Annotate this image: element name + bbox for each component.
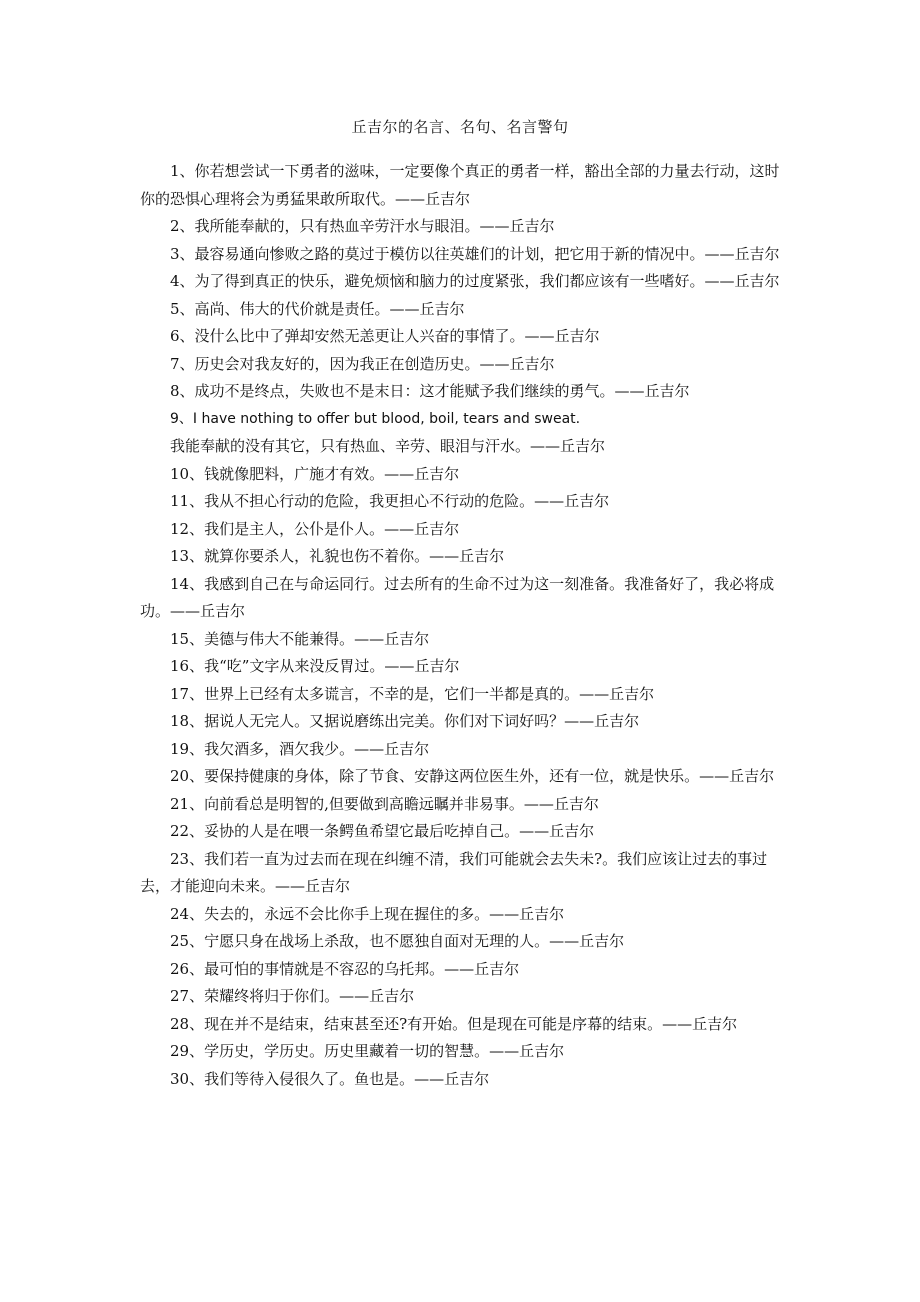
quote-item: 3、最容易通向惨败之路的莫过于模仿以往英雄们的计划，把它用于新的情况中。——丘吉尔 — [170, 244, 780, 263]
quote-item: 21、向前看总是明智的,但要做到高瞻远瞩并非易事。——丘吉尔 — [170, 794, 599, 813]
quote-item: 12、我们是主人，公仆是仆人。——丘吉尔 — [170, 519, 460, 538]
quote-item: 24、失去的，永远不会比你手上现在握住的多。——丘吉尔 — [170, 904, 565, 923]
quote-item: 6、没什么比中了弹却安然无恙更让人兴奋的事情了。——丘吉尔 — [170, 327, 600, 345]
quote-item: 5、高尚、伟大的代价就是责任。——丘吉尔 — [170, 299, 465, 318]
quote-item: 8、成功不是终点，失败也不是末日：这才能赋予我们继续的勇气。——丘吉尔 — [170, 382, 690, 400]
quote-item: 17、世界上已经有太多谎言，不幸的是，它们一半都是真的。——丘吉尔 — [170, 684, 655, 703]
quote-item: 11、我从不担心行动的危险，我更担心不行动的危险。——丘吉尔 — [170, 492, 610, 510]
quote-item: 7、历史会对我友好的，因为我正在创造历史。——丘吉尔 — [170, 354, 555, 373]
quote-item: 27、荣耀终将归于你们。——丘吉尔 — [170, 987, 415, 1005]
quote-item: 29、学历史，学历史。历史里藏着一切的智慧。——丘吉尔 — [170, 1042, 565, 1060]
quote-item: 14、我感到自己在与命运同行。过去所有的生命不过为这一刻准备。我准备好了，我必将成功。——丘吉尔 — [140, 574, 775, 620]
quote-item: 23、我们若一直为过去而在现在纠缠不清，我们可能就会去失未?。我们应该让过去的事过去，才能迎向未来。——丘吉尔 — [140, 849, 768, 895]
page-title: 丘吉尔的名言、名句、名言警句 — [351, 118, 569, 136]
quote-item: 10、钱就像肥料，广施才有效。——丘吉尔 — [170, 464, 460, 483]
quote-item: 28、现在并不是结束，结束甚至还?有开始。但是现在可能是序幕的结束。——丘吉尔 — [170, 1014, 738, 1033]
quote-item: 30、我们等待入侵很久了。鱼也是。——丘吉尔 — [170, 1069, 490, 1088]
quote-item-translation: 我能奉献的没有其它，只有热血、辛劳、眼泪与汗水。——丘吉尔 — [170, 437, 606, 455]
quote-item-english: 9、I have nothing to offer but blood, boil, tears and sweat. — [170, 410, 581, 427]
quote-item: 2、我所能奉献的，只有热血辛劳汗水与眼泪。——丘吉尔 — [170, 217, 555, 235]
quote-item: 15、美德与伟大不能兼得。——丘吉尔 — [170, 629, 430, 648]
quote-item: 26、最可怕的事情就是不容忍的乌托邦。——丘吉尔 — [170, 959, 520, 978]
quote-item: 22、妥协的人是在喂一条鳄鱼希望它最后吃掉自己。——丘吉尔 — [170, 822, 595, 840]
quote-item: 18、据说人无完人。又据说磨练出完美。你们对下词好吗？——丘吉尔 — [170, 712, 640, 730]
quote-item: 13、就算你要杀人，礼貌也伤不着你。——丘吉尔 — [170, 547, 505, 565]
quote-list — [140, 158, 780, 1093]
quote-item: 4、为了得到真正的快乐，避免烦恼和脑力的过度紧张，我们都应该有一些嗜好。——丘吉尔 — [170, 272, 780, 290]
quote-item: 25、宁愿只身在战场上杀敌，也不愿独自面对无理的人。——丘吉尔 — [170, 932, 625, 950]
quote-item: 16、我“吃”文字从来没反胃过。——丘吉尔 — [170, 657, 460, 675]
quote-item: 20、要保持健康的身体，除了节食、安静这两位医生外，还有一位，就是快乐。——丘吉尔 — [170, 767, 775, 785]
quote-item: 1、你若想尝试一下勇者的滋味，一定要像个真正的勇者一样，豁出全部的力量去行动，这时你的恐惧心理将会为勇猛果敢所取代。——丘吉尔 — [140, 162, 780, 208]
quote-item: 19、我欠酒多，酒欠我少。——丘吉尔 — [170, 739, 430, 758]
